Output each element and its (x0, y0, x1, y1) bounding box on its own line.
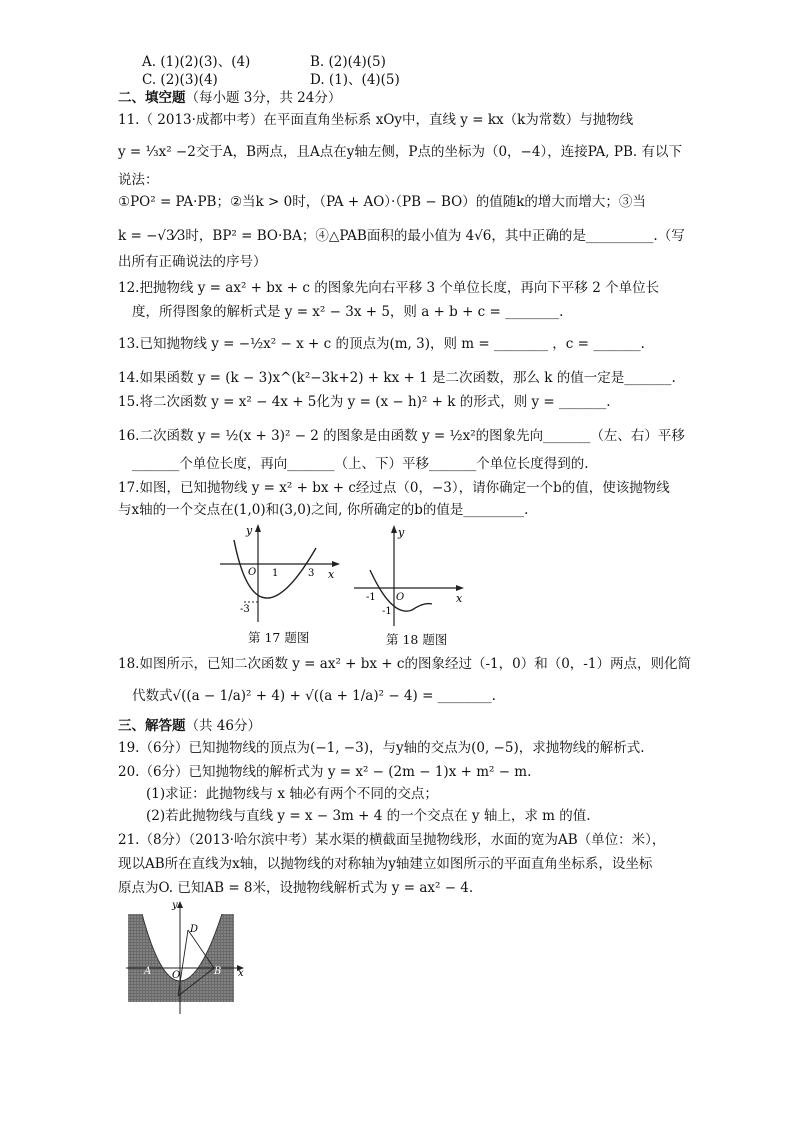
q21-line-3: 原点为O. 已知AB = 8米，设抛物线解析式为 y = ax² − 4. (118, 880, 474, 896)
section-3-title: 三、解答题 (118, 718, 186, 734)
fig18-origin-label: O (396, 592, 405, 603)
q19: 19.（6分）已知抛物线的顶点为(−1, −3)，与y轴的交点为(0, −5)，求抛物线的解析式. (118, 740, 645, 756)
y-axis-arrow-icon (391, 525, 397, 533)
figure-21-graph (122, 898, 248, 1016)
fig18-x-label: x (456, 592, 463, 605)
fig18-tick-minus-1-x: -1 (366, 592, 376, 603)
fig21-b-label: B (214, 966, 222, 977)
q11-line-1: 11.（ 2013·成都中考）在平面直角坐标系 xOy中，直线 y = kx（k为常数）与抛物线 (118, 112, 634, 128)
q18-line-1: 18.如图所示，已知二次函数 y = ax² + bx + c的图象经过（-1，0）和（0，-1）两点，则化简 (118, 656, 691, 672)
q11-line-4: ①PO² = PA·PB；②当k > 0时，（PA + AO）·（PB − BO）的值随k的增大而增大；③当 (118, 194, 646, 210)
option-b: B. (2)(4)(5) (310, 54, 386, 70)
figure-18-graph (352, 522, 474, 628)
q13: 13.已知抛物线 y = −½x² − x + c 的顶点为(m, 3)，则 m = ________ ，c = _______. (118, 336, 645, 352)
fig17-origin-label: O (248, 567, 257, 578)
parabola-curve (370, 570, 432, 611)
fig17-tick-minus-3: -3 (240, 604, 250, 615)
option-a: A. (1)(2)(3)、(4) (142, 54, 251, 70)
q21-line-1: 21.（8分）（2013·哈尔滨中考）某水渠的横截面呈抛物线形，水面的宽为AB（单位：米）， (118, 832, 666, 848)
section-2-heading (118, 88, 341, 108)
q15: 15.将二次函数 y = x² − 4x + 5化为 y = (x − h)² + k 的形式，则 y = _______. (118, 394, 611, 410)
x-axis-arrow-icon (456, 585, 464, 591)
y-axis-arrow-icon (177, 901, 183, 908)
fig18-y-label: y (398, 526, 405, 539)
section-3-heading (118, 716, 261, 736)
q20-line-2: (1)求证：此抛物线与 x 轴必有两个不同的交点； (146, 786, 438, 802)
q11-line-6: 出所有正确说法的序号） (118, 254, 267, 270)
x-axis-arrow-icon (332, 561, 340, 567)
fig21-origin-label: O (172, 970, 181, 981)
fig17-tick-3: 3 (308, 568, 315, 579)
option-d: D. (1)、(4)(5) (310, 72, 400, 88)
q12-line-2: 度，所得图象的解析式是 y = x² − 3x + 5，则 a + b + c = ________. (132, 304, 564, 320)
figure-18-caption: 第 18 题图 (386, 632, 448, 647)
fig21-x-label: x (238, 968, 244, 979)
section-2-note: （每小题 3分，共 24分） (185, 90, 342, 106)
section-3-note: （共 46分） (185, 718, 261, 734)
fig17-tick-1: 1 (272, 568, 279, 579)
q11-line-5: k = −√3⁄3时，BP² = BO·BA；④△PAB面积的最小值为 4√6，其中正确的是__________.（写 (118, 228, 685, 244)
q17-line-2: 与x轴的一个交点在(1,0)和(3,0)之间, 你所确定的b的值是_________. (118, 502, 529, 518)
fig18-tick-minus-1-y: -1 (382, 606, 392, 617)
q11-line-3: 说法： (118, 172, 159, 188)
figure-17-caption: 第 17 题图 (248, 630, 310, 645)
q12-line-1: 12.把抛物线 y = ax² + bx + c 的图象先向右平移 3 个单位长度，再向下平移 2 个单位长 (118, 280, 660, 296)
fig17-x-label: x (328, 568, 335, 581)
q11-line-2: y = ⅓x² −2交于A，B两点，且A点在y轴左侧，P点的坐标为（0，−4），连接PA, PB. 有以下 (118, 144, 682, 160)
y-axis-arrow-icon (255, 524, 261, 532)
q18-line-2: 代数式√((a − 1/a)² + 4) + √((a + 1/a)² − 4) = ________. (132, 688, 496, 704)
q20-line-1: 20.（6分）已知抛物线的解析式为 y = x² − (2m − 1)x + m² − m. (118, 764, 532, 780)
q14: 14.如果函数 y = (k − 3)x^(k²−3k+2) + kx + 1 是二次函数，那么 k 的值一定是_______. (118, 370, 676, 386)
q17-line-1: 17.如图，已知抛物线 y = x² + bx + c经过点（0，−3），请你确定一个b的值，使该抛物线 (118, 480, 670, 496)
fig17-y-label: y (246, 524, 253, 537)
fig21-d-label: D (190, 924, 199, 935)
q16-line-2: _______个单位长度，再向_______（上、下）平移_______个单位长度得到的. (132, 456, 589, 472)
soil-region (128, 914, 234, 1002)
figure-17-graph (218, 522, 348, 624)
q16-line-1: 16.二次函数 y = ½(x + 3)² − 2 的图象是由函数 y = ½x²的图象先向_______（左、右）平移 (118, 428, 685, 444)
fig21-a-label: A (144, 966, 152, 977)
fig21-y-label: y (172, 900, 178, 911)
option-c: C. (2)(3)(4) (142, 72, 218, 88)
q21-line-2: 现以AB所在直线为x轴，以抛物线的对称轴为y轴建立如图所示的平面直角坐标系，设坐标 (118, 856, 653, 872)
q20-line-3: (2)若此抛物线与直线 y = x − 3m + 4 的一个交点在 y 轴上，求 m 的值. (146, 808, 591, 824)
section-2-title: 二、填空题 (118, 90, 186, 106)
